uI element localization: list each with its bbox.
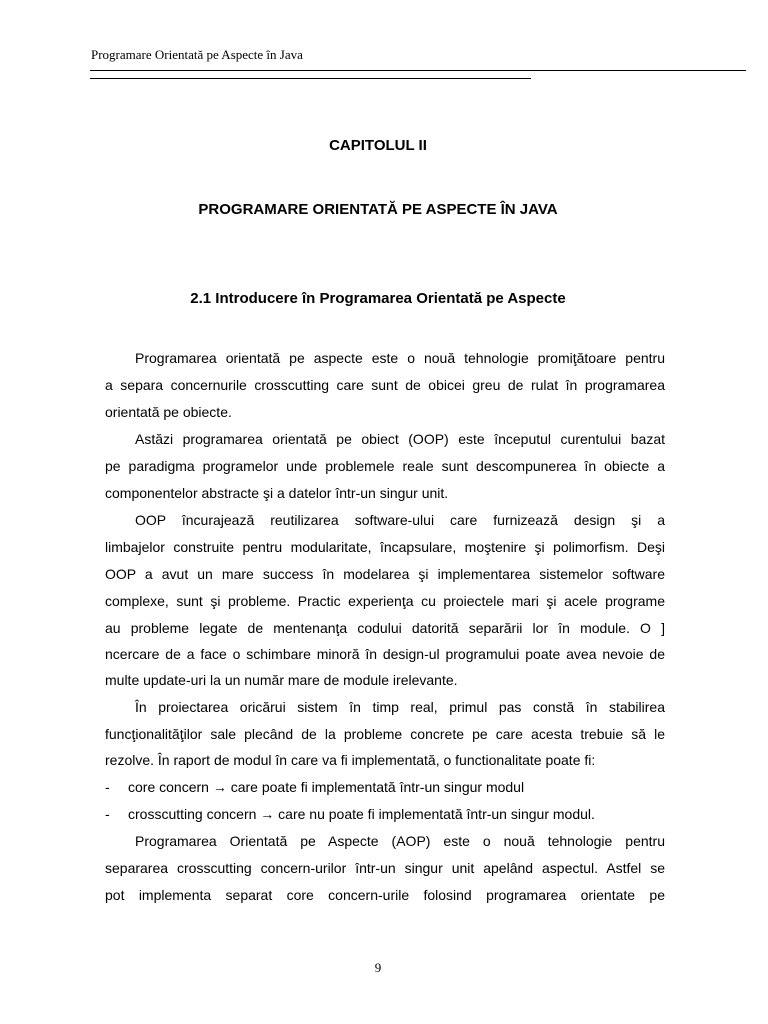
bullet-item: crosscutting concern → care nu poate fi implementată într-un singur modul. bbox=[128, 806, 595, 822]
paragraph-line: Programarea orientată pe aspecte este o nouă tehnologie promiţătoare pentru bbox=[135, 350, 665, 366]
header-rule-secondary bbox=[90, 78, 531, 79]
paragraph-line: complexe, sunt şi probleme. Practic experienţa cu proiectele mari şi acele programe bbox=[105, 593, 665, 609]
paragraph-line: limbajelor construite pentru modularitate, încapsulare, moştenire şi polimorfism. Deşi bbox=[105, 539, 665, 555]
paragraph-line: ncercare de a face o schimbare minoră în design-ul programului poate avea nevoie de bbox=[105, 646, 665, 662]
paragraph-line: Programarea Orientată pe Aspecte (AOP) este o nouă tehnologie pentru bbox=[135, 833, 665, 849]
bullet-dash: - bbox=[105, 806, 110, 822]
bullet-item: core concern → care poate fi implementată într-un singur modul bbox=[128, 779, 525, 795]
chapter-label: CAPITOLUL II bbox=[329, 137, 427, 154]
running-header: Programare Orientată pe Aspecte în Java bbox=[91, 47, 303, 62]
paragraph-line: au probleme legate de mentenanţa codului datorită separării lor în module. O ] bbox=[105, 620, 665, 636]
paragraph-line: funcţionalităţilor sale plecând de la probleme concrete pe care acesta trebuie să le bbox=[105, 726, 665, 742]
paragraph-line: Astăzi programarea orientată pe obiect (OOP) este începutul curentului bazat bbox=[135, 431, 665, 447]
paragraph-line: a separa concernurile crosscutting care sunt de obicei greu de rulat în programarea bbox=[105, 377, 665, 393]
paragraph-line: separarea crosscutting concern-urilor într-un singur unit apelând aspectul. Astfel se bbox=[105, 860, 665, 876]
chapter-title: PROGRAMARE ORIENTATĂ PE ASPECTE ÎN JAVA bbox=[198, 201, 558, 218]
page-number: 9 bbox=[374, 960, 382, 975]
bullet-dash: - bbox=[105, 779, 110, 795]
paragraph-line: pot implementa separat core concern-urile folosind programarea orientate pe bbox=[105, 887, 665, 903]
paragraph-line: OOP a avut un mare success în modelarea şi implementarea sistemelor software bbox=[105, 566, 665, 582]
paragraph-line: multe update-uri la un număr mare de module irelevante. bbox=[105, 672, 458, 688]
paragraph-line: rezolve. În raport de modul în care va fi implementată, o functionalitate poate fi: bbox=[105, 752, 596, 768]
paragraph-line: În proiectarea oricărui sistem în timp real, primul pas constă în stabilirea bbox=[135, 699, 665, 715]
paragraph-line: OOP încurajează reutilizarea software-ului care furnizează design şi a bbox=[135, 512, 665, 528]
paragraph-line: orientată pe obiecte. bbox=[105, 404, 232, 420]
header-rule bbox=[90, 70, 746, 71]
paragraph-line: componentelor abstracte şi a datelor într-un singur unit. bbox=[105, 485, 449, 501]
paragraph-line: pe paradigma programelor unde problemele reale sunt descompunerea în obiecte a bbox=[105, 458, 665, 474]
section-heading: 2.1 Introducere în Programarea Orientată pe Aspecte bbox=[190, 290, 566, 307]
